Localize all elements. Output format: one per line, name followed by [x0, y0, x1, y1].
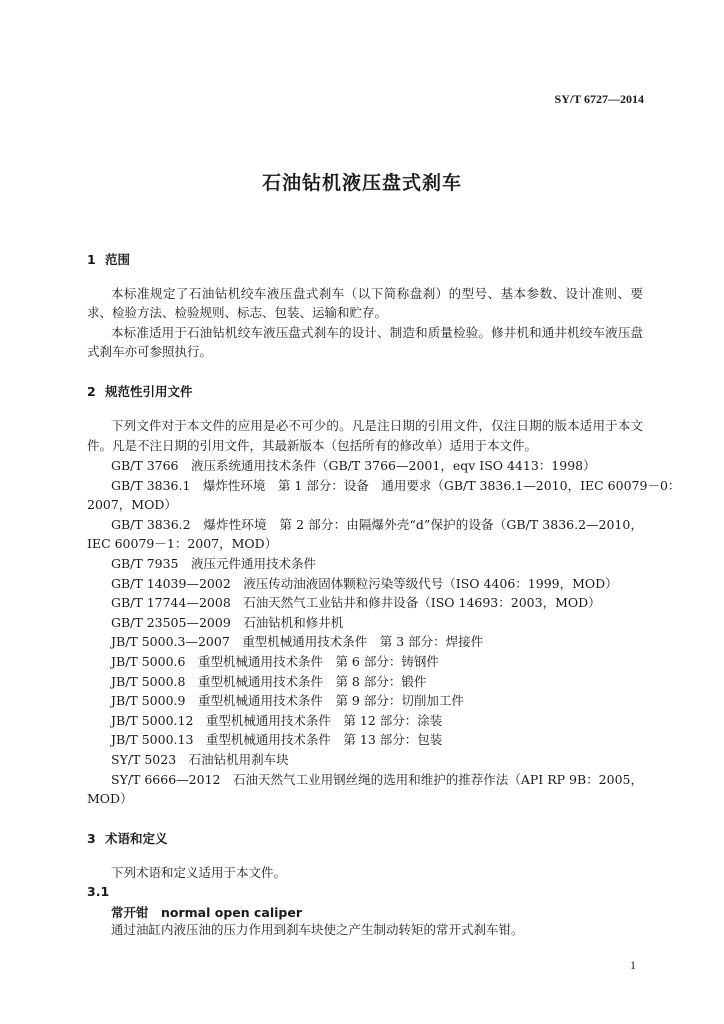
- term-definition: 通过油缸内液压油的压力作用到刹车块使之产生制动转矩的常开式刹车钳。: [111, 922, 524, 937]
- refs-intro-line-1: 下列文件对于本文件的应用是必不可少的。凡是注日期的引用文件，仅注日期的版本适用于本文: [111, 418, 643, 433]
- ref-item: JB/T 5000.9 重型机械通用技术条件 第 9 部分：切削加工件: [111, 693, 464, 708]
- section-title: 术语和定义: [105, 831, 168, 846]
- ref-item-continuation: IEC 60079－1：2007，MOD）: [87, 536, 278, 551]
- ref-item: JB/T 5000.3—2007 重型机械通用技术条件 第 3 部分：焊接件: [111, 634, 484, 649]
- ref-item: GB/T 3766 液压系统通用技术条件（GB/T 3766—2001，eqv ISO 4413：1998）: [111, 458, 596, 473]
- section-1-heading: [87, 250, 130, 268]
- ref-item: GB/T 3836.2 爆炸性环境 第 2 部分：由隔爆外壳“d”保护的设备（GB/T 3836.2—2010，: [111, 517, 643, 532]
- scope-paragraph-1-line-1: 本标准规定了石油钻机绞车液压盘式刹车（以下简称盘刹）的型号、基本参数、设计准则、要: [111, 286, 643, 301]
- page-title: 石油钻机液压盘式刹车: [261, 172, 462, 194]
- section-3-heading: [87, 829, 168, 847]
- section-number: 1: [87, 252, 96, 267]
- section-title: 规范性引用文件: [105, 384, 193, 399]
- ref-item: JB/T 5000.12 重型机械通用技术条件 第 12 部分：涂装: [111, 713, 443, 728]
- ref-item: GB/T 7935 液压元件通用技术条件: [111, 556, 317, 571]
- ref-item: JB/T 5000.13 重型机械通用技术条件 第 13 部分：包装: [111, 732, 443, 747]
- ref-item: JB/T 5000.6 重型机械通用技术条件 第 6 部分：铸钢件: [111, 654, 439, 669]
- section-title: 范围: [105, 252, 131, 267]
- ref-item: GB/T 14039—2002 液压传动油液固体颗粒污染等级代号（ISO 4406：1999，MOD）: [111, 576, 618, 591]
- ref-item: GB/T 23505—2009 石油钻机和修井机: [111, 615, 344, 630]
- document-code: SY/T 6727—2014: [554, 92, 644, 106]
- ref-item: SY/T 5023 石油钻机用刹车块: [111, 752, 289, 767]
- term-name: 常开钳 normal open caliper: [111, 905, 303, 920]
- ref-item: JB/T 5000.8 重型机械通用技术条件 第 8 部分：锻件: [111, 674, 427, 689]
- scope-paragraph-2-line-2: 式刹车亦可参照执行。: [87, 344, 213, 359]
- ref-item: GB/T 3836.1 爆炸性环境 第 1 部分：设备 通用要求（GB/T 3836.1—2010，IEC 60079－0：: [111, 478, 681, 493]
- section-number: 3: [87, 831, 96, 846]
- section-number: 2: [87, 384, 96, 399]
- ref-item: SY/T 6666—2012 石油天然气工业用钢丝绳的选用和维护的推荐作法（API RP 9B：2005，: [111, 772, 643, 787]
- ref-item-continuation: MOD）: [87, 791, 133, 806]
- section-2-heading: [87, 382, 193, 400]
- term-number: 3.1: [87, 884, 110, 899]
- terms-intro: 下列术语和定义适用于本文件。: [111, 865, 287, 880]
- ref-item-continuation: 2007，MOD）: [87, 497, 177, 512]
- refs-intro-line-2: 件。凡是不注日期的引用文件，其最新版本（包括所有的修改单）适用于本文件。: [87, 438, 538, 453]
- page-number: 1: [630, 958, 636, 972]
- ref-item: GB/T 17744—2008 石油天然气工业钻井和修井设备（ISO 14693：2003，MOD）: [111, 595, 601, 610]
- scope-paragraph-1-line-2: 求、检验方法、检验规则、标志、包装、运输和贮存。: [87, 305, 388, 320]
- scope-paragraph-2-line-1: 本标准适用于石油钻机绞车液压盘式刹车的设计、制造和质量检验。修井机和通井机绞车液压盘: [111, 325, 643, 340]
